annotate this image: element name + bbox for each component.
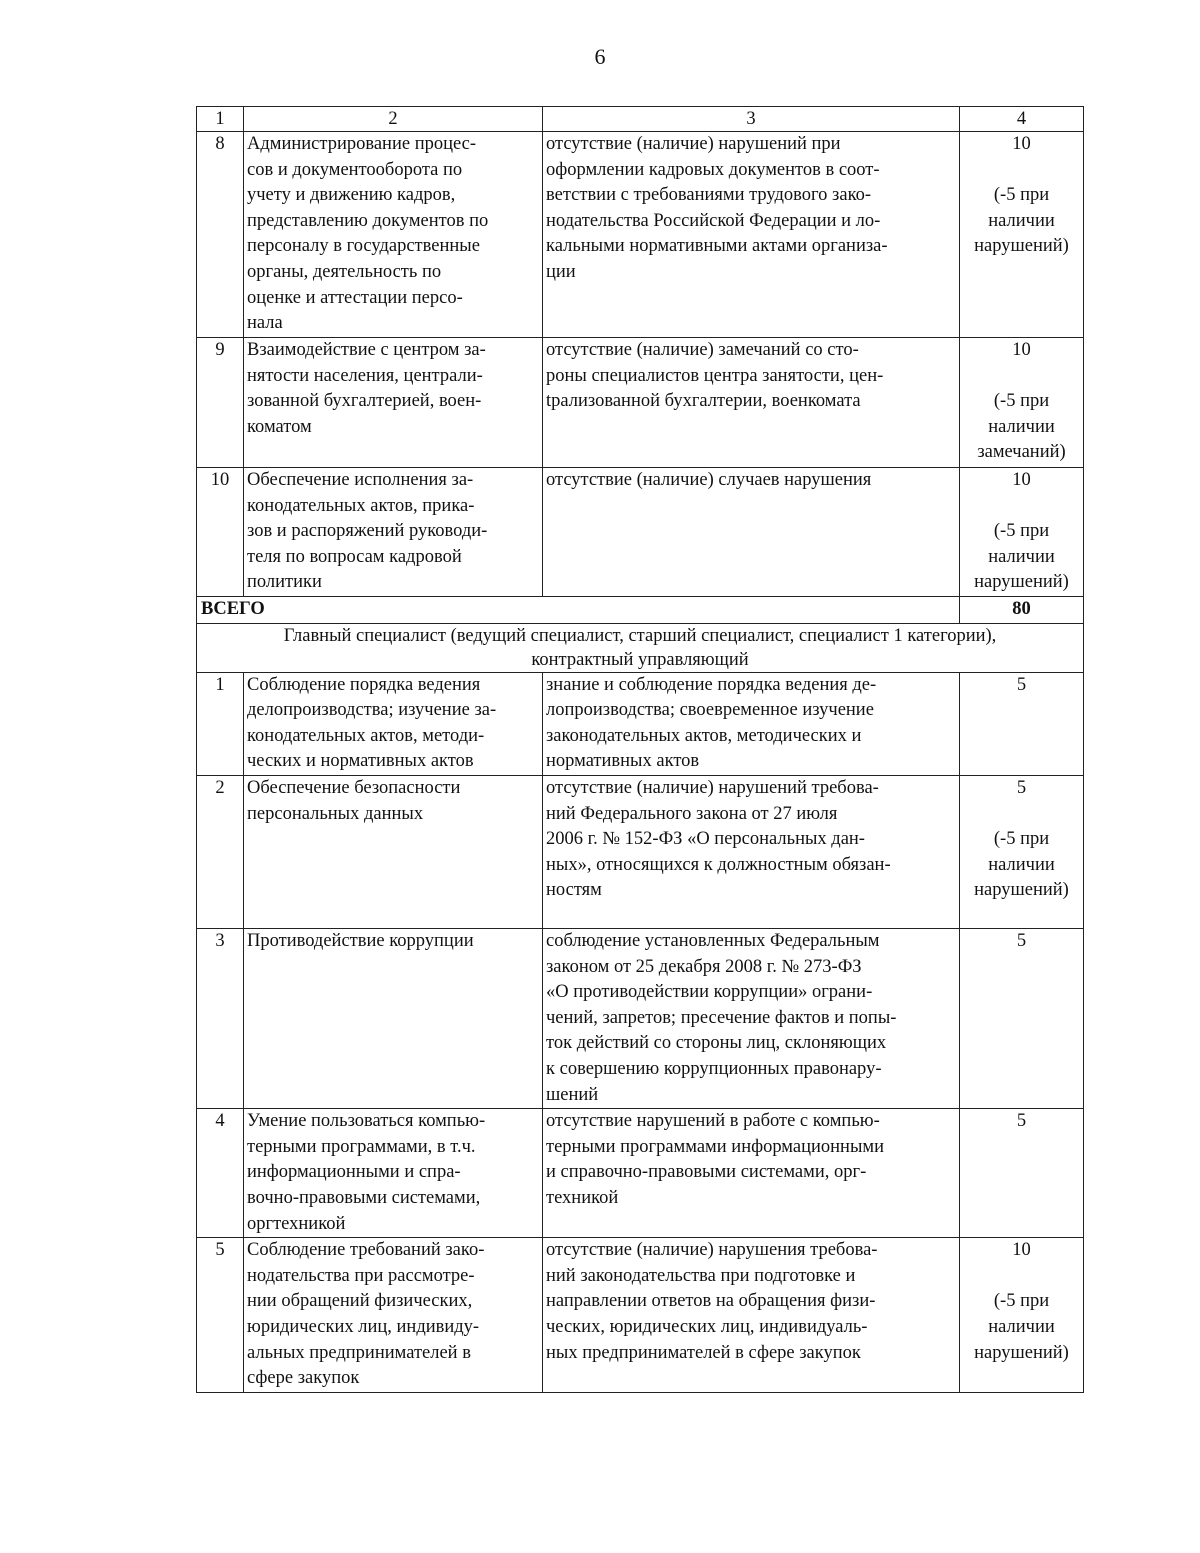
- table-row: [197, 672, 1084, 775]
- criteria-table: [196, 106, 1084, 1393]
- section-title: Главный специалист (ведущий специалист, старший специалист, специалист 1 категории), контрактный управляющий: [197, 623, 1084, 672]
- criterion-cell: Соблюдение требований зако- нодательства при рассмотре- нии обращений физических, юридических лиц, индивиду- альных предпринимателей в сфере закупок: [244, 1238, 543, 1393]
- total-value: 80: [960, 597, 1084, 624]
- criterion-cell: Взаимодействие с центром за- нятости населения, централи- зованной бухгалтерией, воен- коматом: [244, 338, 543, 468]
- row-number: 4: [197, 1109, 244, 1238]
- criterion-cell: Обеспечение исполнения за- конодательных актов, прика- зов и распоряжений руководи- теля по вопросам кадровой политики: [244, 468, 543, 597]
- table-row: [197, 468, 1084, 597]
- criterion-cell: Умение пользоваться компью- терными программами, в т.ч. информационными и спра- вочно-правовыми системами, оргтехникой: [244, 1109, 543, 1238]
- indicator-cell: соблюдение установленных Федеральным законом от 25 декабря 2008 г. № 273-ФЗ «О противодействии коррупции» ограни- чений, запретов; пресечение фактов и попы- ток действий со стороны лиц, склоняющих к совершению коррупционных правонару- шений: [543, 928, 960, 1108]
- indicator-cell: отсутствие (наличие) случаев нарушения: [543, 468, 960, 597]
- points-cell: 10 (-5 при наличии замечаний): [960, 338, 1084, 468]
- indicator-cell: отсутствие (наличие) замечаний со сто- роны специалистов центра занятости, цен- tрализованной бухгалтерии, военкомата: [543, 338, 960, 468]
- section-row: [197, 623, 1084, 672]
- criterion-cell: Администрирование процес- сов и документооборота по учету и движению кадров, представлению документов по персоналу в государственные органы, деятельность по оценке и аттестации персо- нала: [244, 132, 543, 338]
- indicator-cell: отсутствие нарушений в работе с компью- терными программами информационными и справочно-правовыми системами, орг- техникой: [543, 1109, 960, 1238]
- header-cell: 4: [960, 107, 1084, 132]
- indicator-cell: отсутствие (наличие) нарушений при оформлении кадровых документов в соот- ветствии с требованиями трудового зако- нодательства Российской Федерации и ло- кальными нормативными актами организа- ции: [543, 132, 960, 338]
- indicator-cell: отсутствие (наличие) нарушения требова- ний законодательства при подготовке и направлении ответов на обращения физи- ческих, юридических лиц, индивидуаль- ных предпринимателей в сфере закупок: [543, 1238, 960, 1393]
- criterion-cell: Противодействие коррупции: [244, 928, 543, 1108]
- table-row: [197, 775, 1084, 928]
- table-row: [197, 1238, 1084, 1393]
- points-cell: 10 (-5 при наличии нарушений): [960, 468, 1084, 597]
- page-number: 6: [594, 44, 606, 69]
- header-cell: 3: [543, 107, 960, 132]
- points-cell: 5 (-5 при наличии нарушений): [960, 775, 1084, 928]
- row-number: 3: [197, 928, 244, 1108]
- indicator-cell: отсутствие (наличие) нарушений требова- ний Федерального закона от 27 июля 2006 г. № 152-ФЗ «О персональных дан- ных», относящихся к должностным обязан- ностям: [543, 775, 960, 928]
- indicator-cell: знание и соблюдение порядка ведения де- лопроизводства; своевременное изучение законодательных актов, методических и нормативных актов: [543, 672, 960, 775]
- row-number: 8: [197, 132, 244, 338]
- row-number: 5: [197, 1238, 244, 1393]
- points-cell: 10 (-5 при наличии нарушений): [960, 1238, 1084, 1393]
- points-cell: 5: [960, 928, 1084, 1108]
- row-number: 10: [197, 468, 244, 597]
- points-cell: 5: [960, 672, 1084, 775]
- header-cell: 1: [197, 107, 244, 132]
- table-row: [197, 338, 1084, 468]
- row-number: 1: [197, 672, 244, 775]
- total-row: [197, 597, 1084, 624]
- total-label: ВСЕГО: [197, 597, 960, 624]
- row-number: 2: [197, 775, 244, 928]
- table-row: [197, 1109, 1084, 1238]
- table-row: [197, 928, 1084, 1108]
- table-header-row: [197, 107, 1084, 132]
- row-number: 9: [197, 338, 244, 468]
- points-cell: 10 (-5 при наличии нарушений): [960, 132, 1084, 338]
- header-cell: 2: [244, 107, 543, 132]
- points-cell: 5: [960, 1109, 1084, 1238]
- criterion-cell: Обеспечение безопасности персональных данных: [244, 775, 543, 928]
- table-row: [197, 132, 1084, 338]
- criterion-cell: Соблюдение порядка ведения делопроизводства; изучение за- конодательных актов, методи- ческих и нормативных актов: [244, 672, 543, 775]
